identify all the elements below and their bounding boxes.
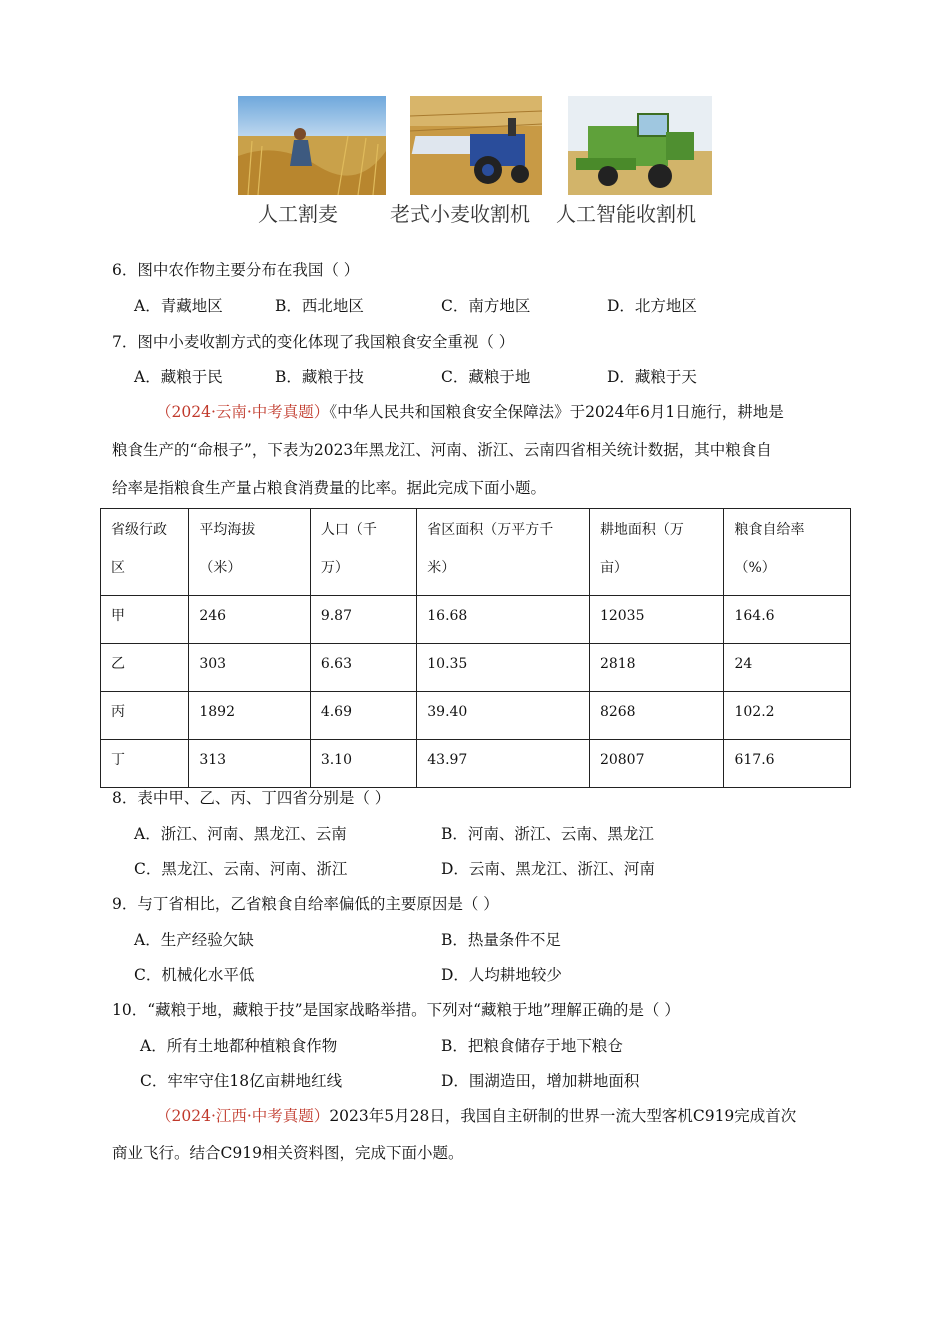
photo-old-harvester [410,96,542,195]
header-altitude: 平均海拔 （米） [189,509,310,596]
table-cell: 6.63 [310,644,416,692]
table-cell: 313 [189,740,310,788]
q6-stem: 6．图中农作物主要分布在我国（ ） [112,261,360,279]
table-row [101,692,851,740]
q8-stem: 8．表中甲、乙、丙、丁四省分别是（ ） [112,789,391,807]
table-cell: 164.6 [724,596,851,644]
q10-option-d[interactable]: D．围湖造田，增加耕地面积 [441,1072,640,1090]
table-row [101,740,851,788]
q6-option-c[interactable]: C．南方地区 [441,297,531,315]
table-cell: 4.69 [310,692,416,740]
intro1-text1: 《中华人民共和国粮食安全保障法》于2024年6月1日施行，耕地是 [329,403,784,421]
table-row [101,596,851,644]
table-cell: 10.35 [417,644,590,692]
table-cell: 43.97 [417,740,590,788]
caption-old-harvester: 老式小麦收割机 [390,202,530,226]
table-cell: 303 [189,644,310,692]
table-cell: 39.40 [417,692,590,740]
table-cell: 甲 [101,596,189,644]
q9-stem: 9．与丁省相比，乙省粮食自给率偏低的主要原因是（ ） [112,895,499,913]
caption-manual-harvest: 人工割麦 [258,202,338,226]
q10-option-c[interactable]: C．牢牢守住18亿亩耕地红线 [140,1072,343,1090]
table-cell: 2818 [589,644,724,692]
table-cell: 9.87 [310,596,416,644]
table-cell: 24 [724,644,851,692]
figure-captions [238,198,718,230]
header-area: 省区面积（万平方千 米） [417,509,590,596]
q8-option-a[interactable]: A．浙江、河南、黑龙江、云南 [134,825,347,843]
photo-ai-harvester [568,96,712,195]
q9-option-a[interactable]: A．生产经验欠缺 [134,931,254,949]
table-cell: 丁 [101,740,189,788]
intro1-line1 [156,401,784,423]
intro2-text1: 2023年5月28日，我国自主研制的世界一流大型客机C919完成首次 [329,1107,797,1125]
table-cell: 1892 [189,692,310,740]
intro2-line2: 商业飞行。结合C919相关资料图，完成下面小题。 [112,1144,464,1162]
q7-option-d[interactable]: D．藏粮于天 [607,368,697,386]
header-farmland: 耕地面积（万 亩） [589,509,724,596]
intro1-line3: 给率是指粮食生产量占粮食消费量的比率。据此完成下面小题。 [112,479,547,497]
q9-option-d[interactable]: D．人均耕地较少 [441,966,562,984]
q10-option-b[interactable]: B．把粮食储存于地下粮仓 [441,1037,623,1055]
table-cell: 102.2 [724,692,851,740]
header-province: 省级行政 区 [101,509,189,596]
intro1-source: （2024·云南·中考真题） [156,403,330,421]
q6-option-d[interactable]: D．北方地区 [607,297,697,315]
q7-option-c[interactable]: C．藏粮于地 [441,368,531,386]
q10-stem: 10．“藏粮于地，藏粮于技”是国家战略举措。下列对“藏粮于地”理解正确的是（ ） [112,1001,680,1019]
q7-stem: 7．图中小麦收割方式的变化体现了我国粮食安全重视（ ） [112,333,515,351]
q6-option-a[interactable]: A．青藏地区 [134,297,223,315]
table-cell: 8268 [589,692,724,740]
harvest-figure [238,96,718,196]
photo-manual-harvest [238,96,386,195]
table-cell: 20807 [589,740,724,788]
table-header-row [101,509,851,596]
q8-option-d[interactable]: D．云南、黑龙江、浙江、河南 [441,860,655,878]
caption-ai-harvester: 人工智能收割机 [556,202,696,226]
q9-option-c[interactable]: C．机械化水平低 [134,966,255,984]
table-cell: 3.10 [310,740,416,788]
q9-option-b[interactable]: B．热量条件不足 [441,931,561,949]
table-cell: 12035 [589,596,724,644]
table-cell: 乙 [101,644,189,692]
province-stats-table [100,508,851,788]
table-cell: 16.68 [417,596,590,644]
q8-option-b[interactable]: B．河南、浙江、云南、黑龙江 [441,825,654,843]
q7-option-b[interactable]: B．藏粮于技 [275,368,364,386]
table-cell: 246 [189,596,310,644]
table-row [101,644,851,692]
header-population: 人口（千 万） [310,509,416,596]
table-cell: 617.6 [724,740,851,788]
q8-option-c[interactable]: C．黑龙江、云南、河南、浙江 [134,860,348,878]
table-cell: 丙 [101,692,189,740]
q7-option-a[interactable]: A．藏粮于民 [134,368,223,386]
intro2-line1 [156,1105,796,1127]
header-self-sufficiency: 粮食自给率 （%） [724,509,851,596]
intro1-line2: 粮食生产的“命根子”，下表为2023年黑龙江、河南、浙江、云南四省相关统计数据，其中粮食自 [112,441,772,459]
q10-option-a[interactable]: A．所有土地都种植粮食作物 [140,1037,338,1055]
intro2-source: （2024·江西·中考真题） [156,1107,330,1125]
q6-option-b[interactable]: B．西北地区 [275,297,364,315]
